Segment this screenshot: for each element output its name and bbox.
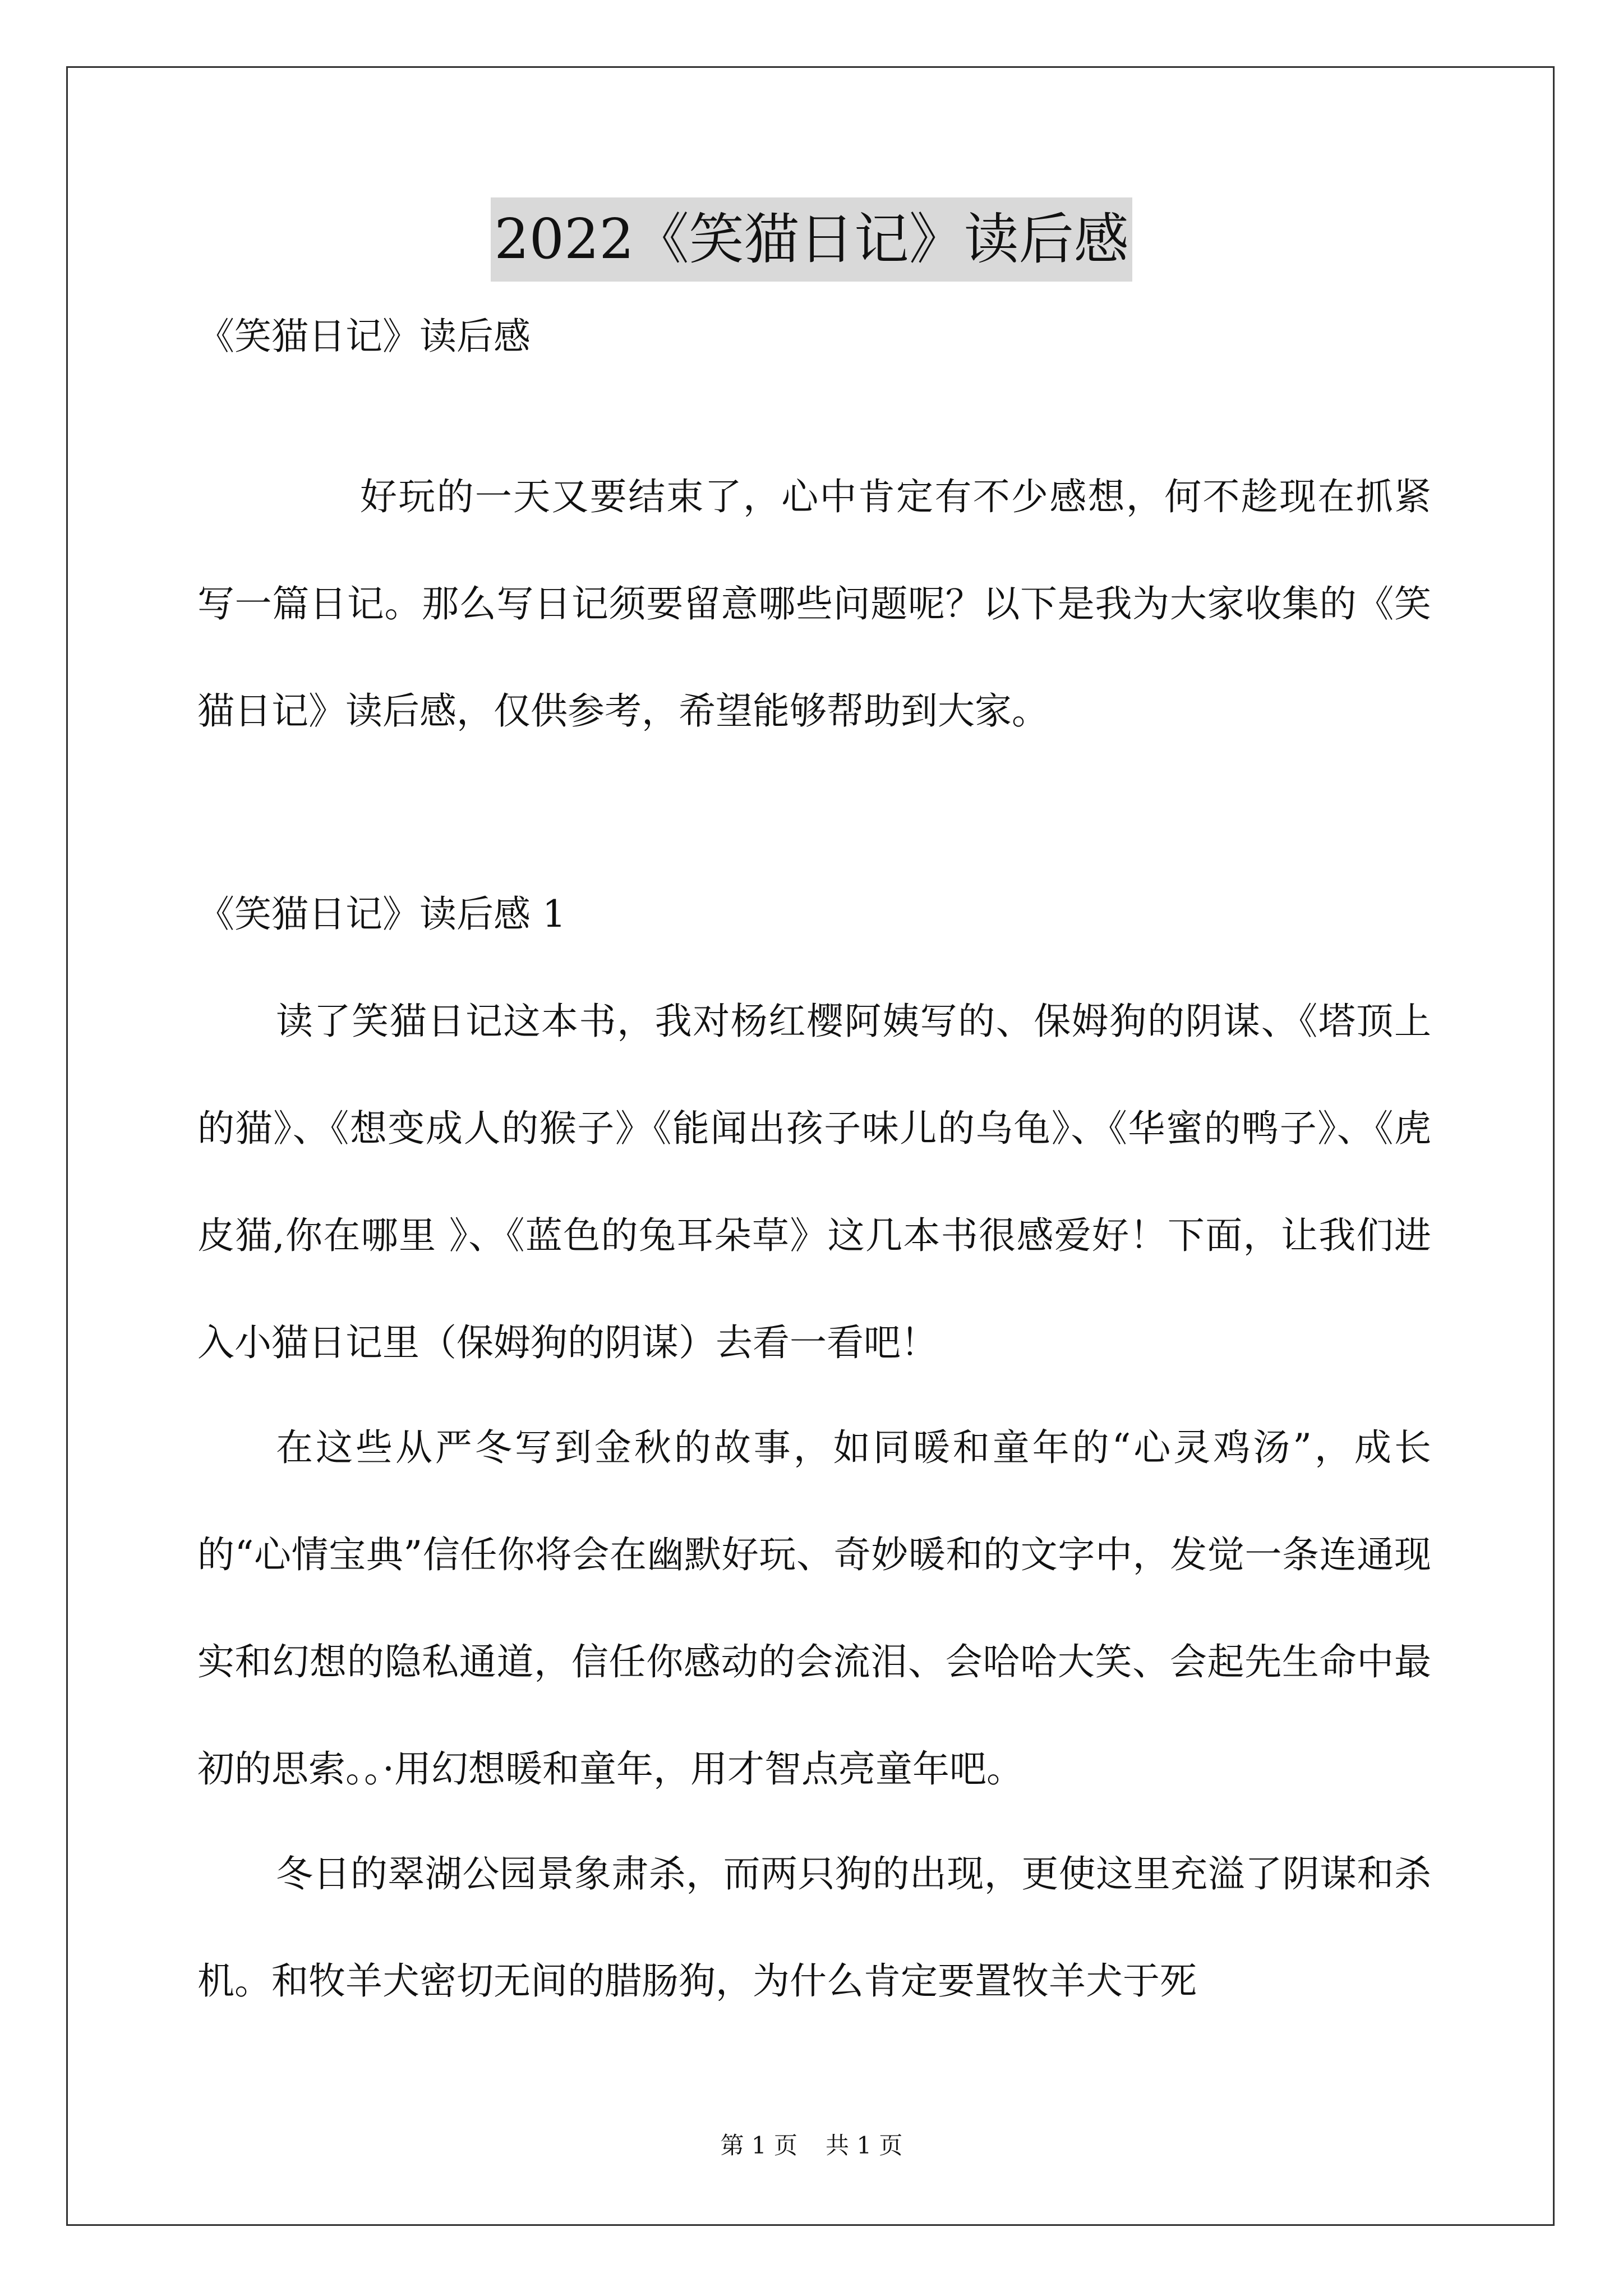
section-heading: 《笑猫日记》读后感 1: [197, 892, 566, 936]
document-subtitle: 《笑猫日记》读后感: [197, 315, 531, 358]
document-title: 2022《笑猫日记》读后感: [491, 197, 1132, 282]
intro-paragraph: 好玩的一天又要结束了，心中肯定有不少感想，何不趁现在抓紧写一篇日记。那么写日记须要留意哪些问题呢？以下是我为大家收集的《笑猫日记》读后感，仅供参考，希望能够帮助到大家。: [197, 475, 1431, 733]
body-paragraph: 冬日的翠湖公园景象肃杀，而两只狗的出现，更使这里充溢了阴谋和杀机。和牧羊犬密切无间的腊肠狗，为什么肯定要置牧羊犬于死: [197, 1852, 1431, 2003]
body-paragraph: 读了笑猫日记这本书，我对杨红樱阿姨写的、保姆狗的阴谋、《塔顶上的猫》、《想变成人的猴子》《能闻出孩子味儿的乌龟》、《华蜜的鸭子》、《虎皮猫,你在哪里 》、《蓝色的兔耳朵草》这几本书很感爱好！下面，让我们进入小猫日记里（保姆狗的阴谋）去看一看吧！: [197, 1000, 1431, 1364]
page-footer: [0, 2129, 1623, 2162]
body-paragraph: 在这些从严冬写到金秋的故事，如同暖和童年的“心灵鸡汤”，成长的“心情宝典”信任你将会在幽默好玩、奇妙暖和的文字中，发觉一条连通现实和幻想的隐私通道，信任你感动的会流泪、会哈哈大笑、会起先生命中最初的思索。。·用幻想暖和童年，用才智点亮童年吧。: [197, 1426, 1431, 1791]
title-container: [0, 197, 1623, 282]
page-total: 共 1 页: [826, 2132, 903, 2159]
page-number: 第 1 页: [720, 2132, 797, 2159]
